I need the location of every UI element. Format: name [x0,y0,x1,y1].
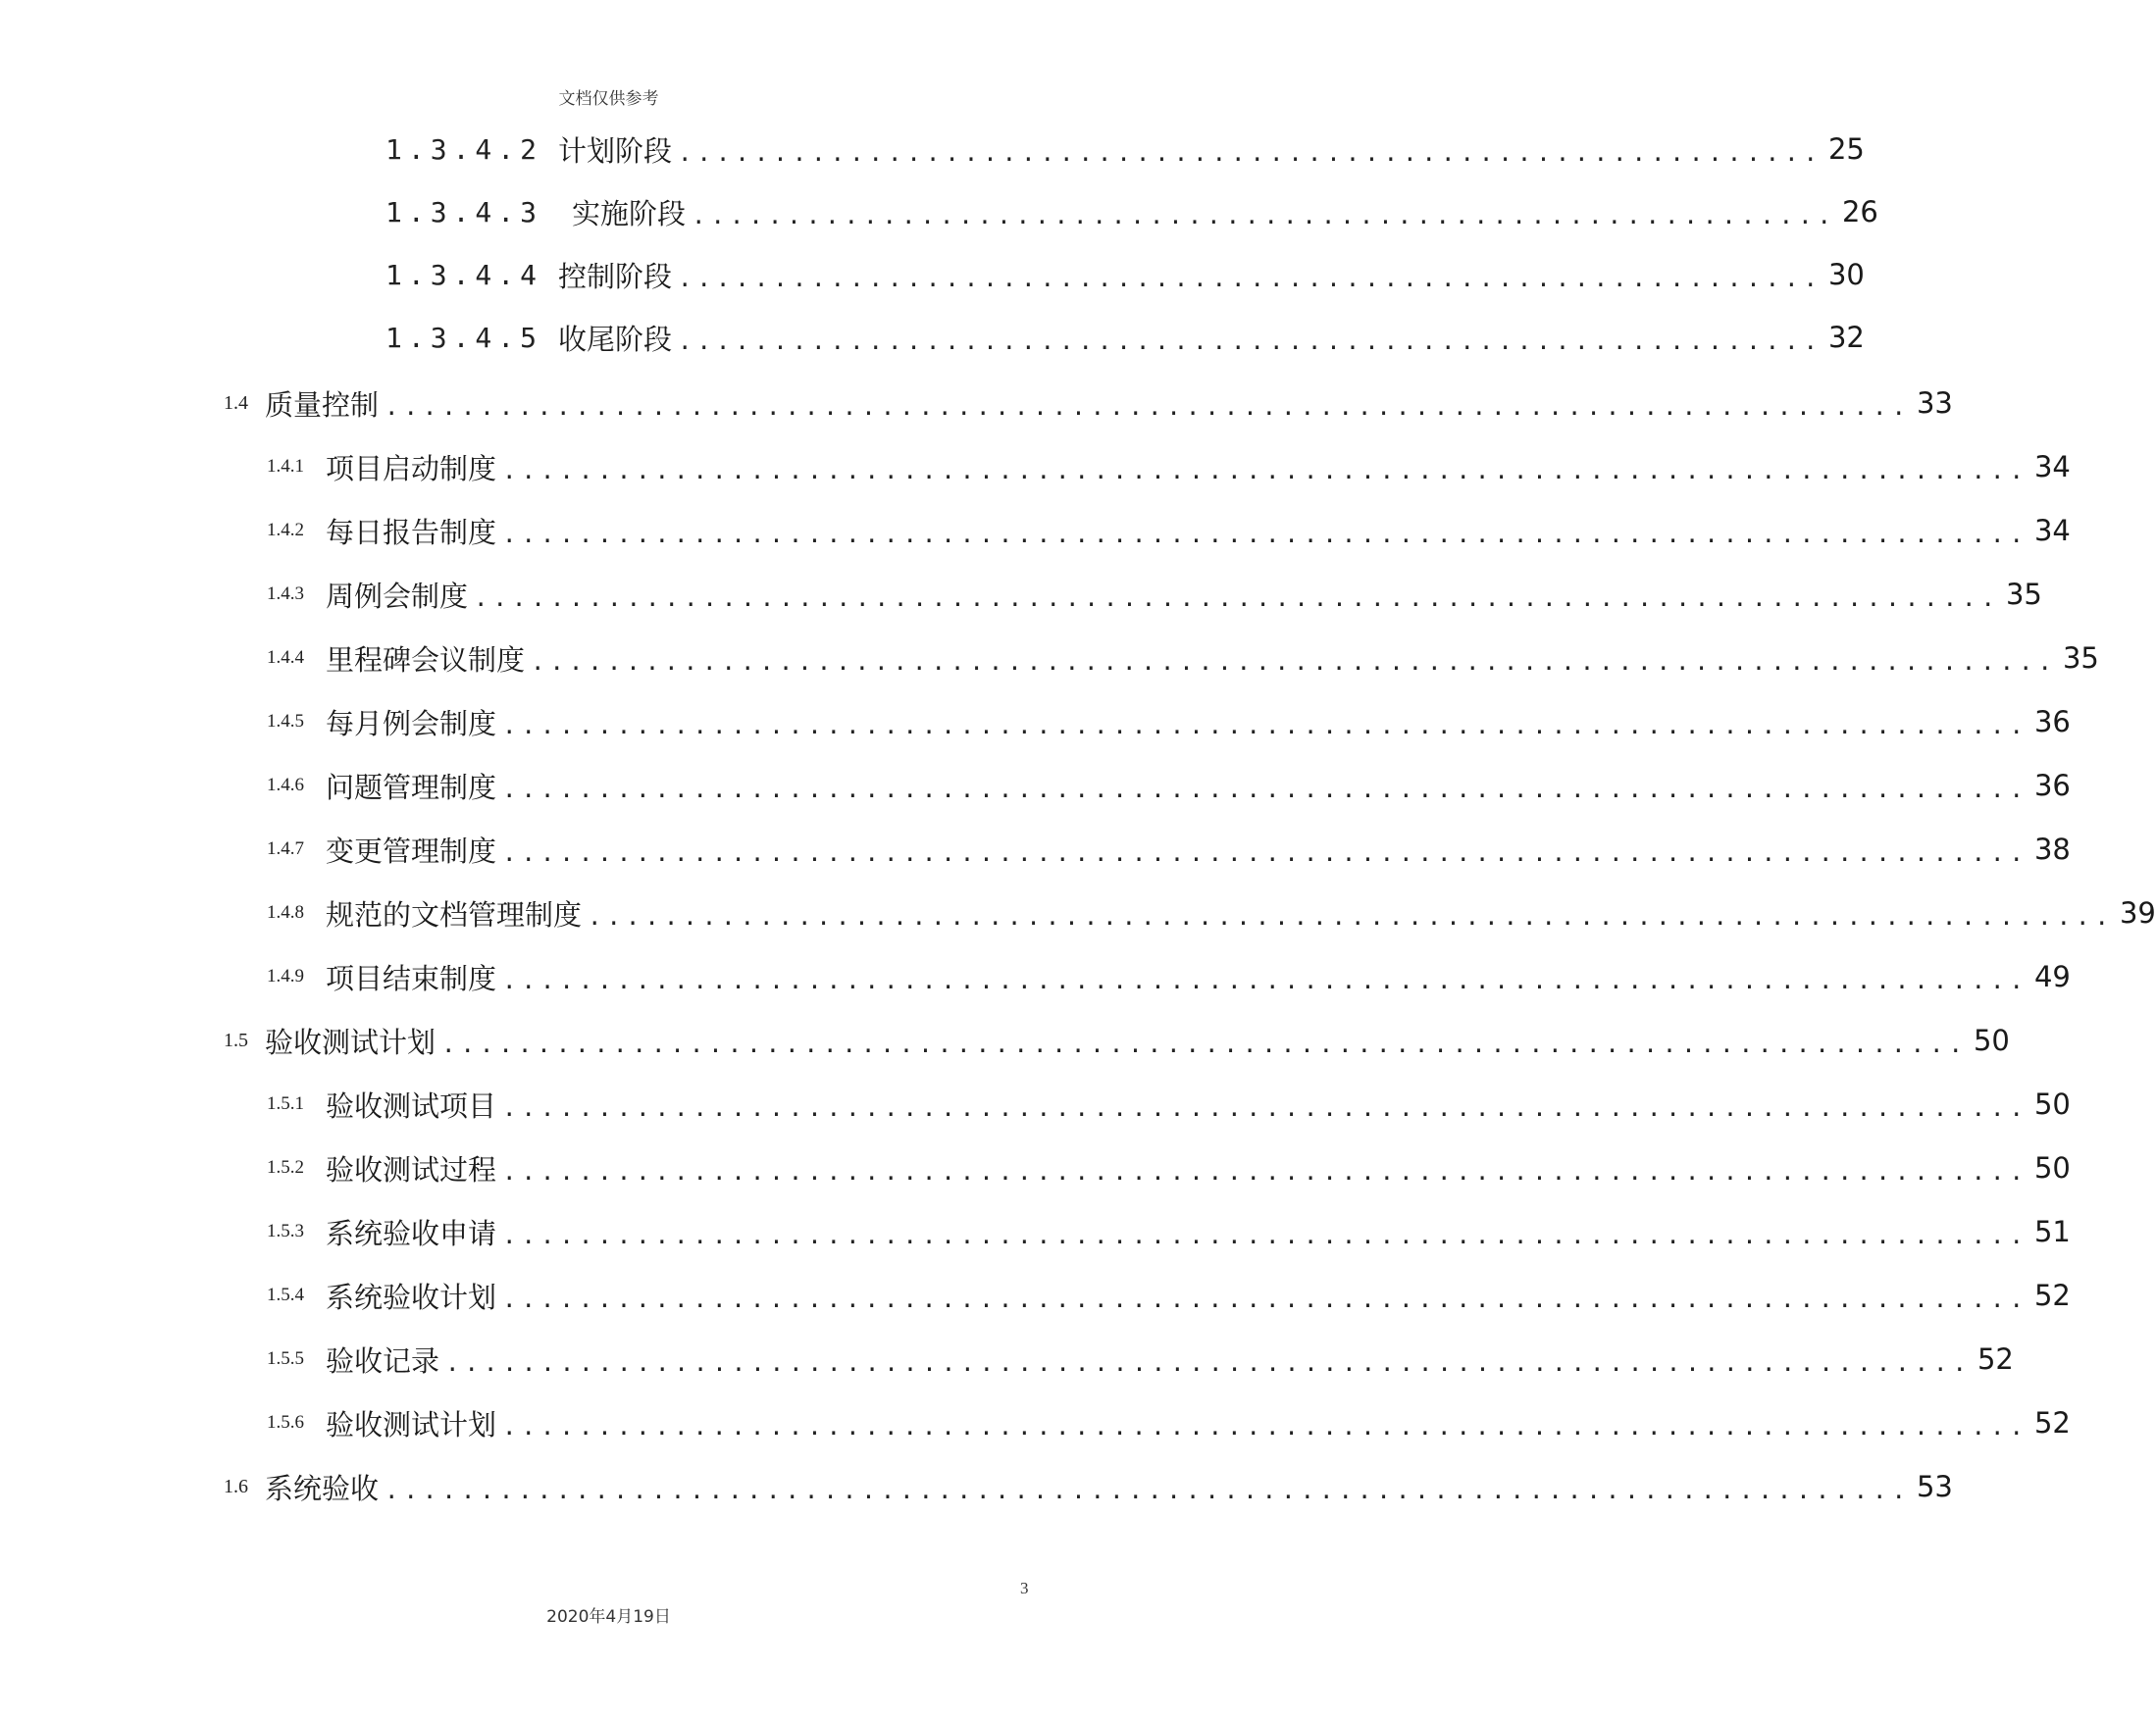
toc-entry-number: 1.3.4.3 [385,195,543,228]
toc-entry-number: 1.5.5 [267,1348,304,1369]
toc-entry-title: 验收记录 [326,1343,440,1378]
toc-entry[interactable] [267,1401,2071,1444]
toc-entry-page: 34 [2033,450,2071,483]
toc-entry-page: 50 [2033,1088,2071,1121]
toc-entry-number: 1.6 [224,1475,248,1497]
toc-entry-number: 1.5.1 [267,1093,304,1114]
toc-entry[interactable] [267,891,2156,935]
toc-entry-page: 30 [1827,258,1865,291]
toc-entry-title: 规范的文档管理制度 [326,897,583,932]
toc-entry[interactable] [267,445,2071,488]
toc-leader-dots: ................................................................................ [502,1222,2028,1249]
toc-leader-dots: ................................................................................ [385,1477,1911,1504]
toc-entry-number: 1.5.6 [267,1412,304,1433]
toc-entry-title: 系统验收申请 [326,1216,497,1250]
toc-entry-page: 32 [1827,321,1865,354]
toc-entry[interactable] [267,1274,2071,1317]
toc-entry-number: 1.5.4 [267,1285,304,1305]
toc-entry[interactable] [267,509,2071,552]
toc-entry-page: 35 [2062,641,2099,675]
toc-leader-dots: ................................................................................ [502,776,2028,803]
toc-entry-page: 53 [1916,1470,1953,1503]
toc-entry-title: 计划阶段 [558,133,673,168]
toc-entry-page: 50 [2033,1151,2071,1185]
page-number: 3 [1020,1579,1029,1597]
toc-leader-dots: ................................................................................ [502,1413,2028,1441]
toc-entry-title: 验收测试计划 [326,1407,497,1442]
toc-entry-number: 1.4.3 [267,583,304,604]
toc-leader-dots: ................................................................................ [385,393,1911,421]
toc-entry-number: 1.4.9 [267,966,304,986]
toc-entry[interactable] [267,1210,2071,1253]
toc-entry-page: 34 [2033,514,2071,547]
toc-entry-title: 验收测试计划 [265,1025,436,1059]
toc-entry-number: 1.4.2 [267,520,304,540]
toc-entry[interactable] [385,316,1865,359]
toc-entry-title: 变更管理制度 [326,834,497,868]
toc-entry-title: 验收测试项目 [326,1088,497,1123]
toc-leader-dots: ................................................................................ [502,521,2028,548]
toc-entry-page: 35 [2005,578,2042,611]
toc-entry-number: 1.3.4.2 [385,132,543,166]
toc-entry-page: 38 [2033,833,2071,866]
toc-entry-number: 1.5.3 [267,1221,304,1241]
toc-entry-page: 33 [1916,386,1953,420]
toc-entry-number: 1.4.1 [267,456,304,477]
toc-entry[interactable] [224,1465,1953,1508]
toc-entry-number: 1.4.4 [267,647,304,668]
toc-entry-title: 里程碑会议制度 [326,642,526,677]
toc-entry[interactable] [267,700,2071,743]
toc-entry-number: 1.4.5 [267,711,304,732]
toc-entry-page: 52 [2033,1279,2071,1312]
toc-entry-title: 控制阶段 [558,259,673,293]
toc-leader-dots: ................................................................................ [445,1349,1972,1377]
toc-entry-title: 项目结束制度 [326,961,497,995]
page-footer-date: 2020年4月19日 [546,1607,671,1627]
toc-entry[interactable] [267,955,2071,998]
toc-entry[interactable] [267,573,2042,616]
page-header: 文档仅供参考 [558,89,659,109]
toc-entry[interactable] [267,636,2099,680]
toc-leader-dots: ................................................................................ [502,457,2028,484]
toc-entry-title: 系统验收计划 [326,1280,497,1314]
toc-entry[interactable] [385,253,1865,296]
toc-entry-number: 1.4.6 [267,775,304,795]
toc-leader-dots: ................................................................................ [531,648,2057,676]
toc-entry-page: 25 [1827,132,1865,166]
toc-entry-page: 36 [2033,705,2071,738]
toc-leader-dots: ............................................................ [678,328,1822,355]
toc-leader-dots: ................................................................................ [502,967,2028,994]
toc-entry-title: 系统验收 [265,1471,380,1505]
toc-entry-page: 39 [2119,896,2156,930]
toc-leader-dots: ............................................................ [678,139,1822,167]
toc-entry-number: 1.5 [224,1029,248,1051]
toc-leader-dots: ................................................................................ [502,1094,2028,1122]
toc-leader-dots: ............................................................ [692,202,1836,229]
toc-entry-page: 49 [2033,960,2071,993]
toc-entry-page: 50 [1973,1024,2010,1057]
toc-entry-title: 问题管理制度 [326,770,497,804]
toc-entry[interactable] [267,828,2071,871]
toc-entry-title: 收尾阶段 [558,322,673,356]
toc-entry-title: 每日报告制度 [326,515,497,549]
toc-entry[interactable] [224,1019,2010,1062]
toc-leader-dots: ................................................................................ [502,1158,2028,1186]
toc-entry-page: 26 [1841,195,1878,228]
toc-entry-number: 1.3.4.4 [385,258,543,291]
toc-leader-dots: ................................................................................ [502,712,2028,739]
toc-entry-title: 质量控制 [265,387,380,422]
toc-entry-title: 周例会制度 [326,579,469,613]
toc-entry-page: 52 [1976,1342,2014,1376]
toc-entry[interactable] [224,381,1953,425]
toc-entry-number: 1.4.7 [267,838,304,859]
toc-entry-number: 1.4 [224,391,248,414]
toc-entry[interactable] [267,764,2071,807]
toc-entry-number: 1.3.4.5 [385,321,543,354]
toc-entry-page: 51 [2033,1215,2071,1248]
toc-leader-dots: ................................................................................ [502,839,2028,867]
toc-leader-dots: ............................................................ [678,265,1822,292]
toc-leader-dots: ................................................................................ [502,1286,2028,1313]
toc-entry[interactable] [385,190,1878,233]
toc-leader-dots: ................................................................................ [441,1031,1968,1058]
toc-entry[interactable] [267,1338,2014,1381]
toc-entry-page: 36 [2033,769,2071,802]
toc-entry-title: 验收测试过程 [326,1152,497,1187]
toc-entry-title: 实施阶段 [572,196,687,230]
toc-entry[interactable] [267,1083,2071,1126]
toc-leader-dots: ................................................................................ [588,903,2114,931]
toc-entry-title: 项目启动制度 [326,451,497,485]
toc-entry-number: 1.5.2 [267,1157,304,1178]
toc-entry-title: 每月例会制度 [326,706,497,740]
toc-entry-page: 52 [2033,1406,2071,1440]
toc-entry[interactable] [267,1146,2071,1189]
toc-leader-dots: ................................................................................ [474,584,2000,612]
toc-entry-number: 1.4.8 [267,902,304,923]
toc-entry[interactable] [385,127,1865,171]
